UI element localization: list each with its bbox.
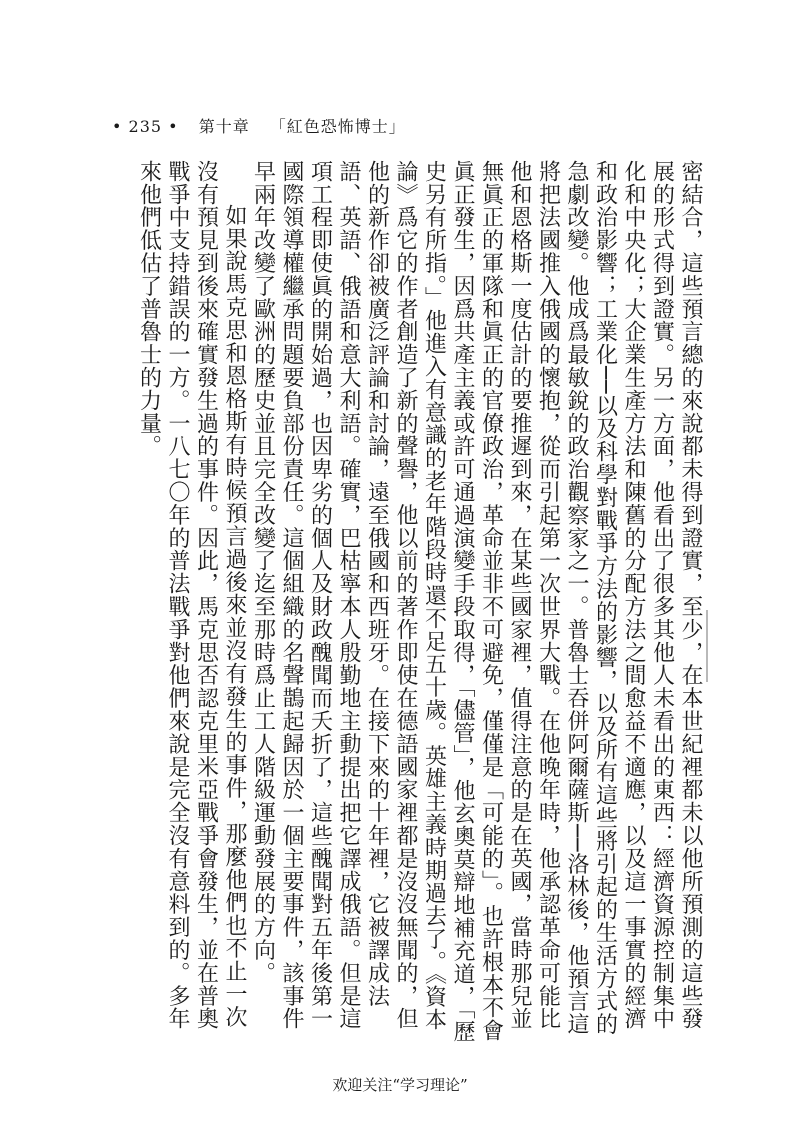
- paragraph-1: 密結合，這些預言總的來說都未得到證實，至少，在本世紀裡都未以他所預測的這些發展的形式得到證實。另一方面，他看出了很多其他人未看出的東西：經濟資源控制集中化和中央化；大企業生產方法和陳舊的分配方法之間愈益不適應，以及這一事實的經濟和政治影響；工業化──以及科學對戰爭方法的影響，以及所有這些將引起的生活方式的急劇改變。他成爲最敏銳的政治觀察家之一。普魯士吞併阿爾薩斯──洛林後，他預言這將把法國推入俄國的懷抱，從而引起第一次世界大戰。在他晚年時，他承認革命可能比他和恩格斯一度估計的要推遲到來，在某些國家裡，值得注意的是在英國，當時那兒並無眞正的軍隊和眞正的官僚政治，革命並非不可避免，僅僅是「可能的」。也許根本不會眞正發生，因爲共產主義或許可通過演變手段取得，「儘管」，他玄奧莫辯地補充道，「歷史另有所指。」他進入有意識的老年階段時還不足五十歲。英雄主義時期過去了。《資本論》爲它的作者創造了新的聲譽，他以前的著作即使在德語國家裡都是沒沒無聞的，但他的新作卻被廣泛評論和討論，遠至俄國和西班牙。在接下來的十年裡，它被譯成法語、英語、俄語和意大利語。確實，巴枯寧本人殷勤地主動提出把它譯成俄語。但是這項工程即使眞的開始過，也因卑劣的個人及財政醜聞而夭折了，這些醜聞對五年後第一國際領導權繼承問題要負部份責任。這個組織的名聲鵲起歸因於一個主要事件，該事件早兩年改變了歐洲的歷史並且完全改變了迄至那時爲止工人階級運動發展的方向。: [250, 160, 703, 1043]
- chapter-label: 第十章: [198, 117, 250, 136]
- chapter-title: 「紅色恐怖博士」: [269, 117, 406, 136]
- running-header: [112, 114, 406, 137]
- scan-mark: [706, 610, 708, 682]
- body-text: [134, 160, 704, 1050]
- footer-note: 欢迎关注“学习理论”: [332, 1076, 468, 1094]
- page-number: • 235 •: [112, 117, 179, 136]
- paragraph-2: 如果說馬克思和恩格斯有時候預言過後來並沒有發生的事件，那麼他們也不止一次沒有預見到後來確實發生過的事件。因此，馬克思否認克里米亞戰爭會發生，並在普奧戰爭中支持錯誤的一方。一八七〇年的普法戰爭對他們來說是完全沒有意料到的。多年來他們低估了普魯士的力量。: [136, 160, 247, 1031]
